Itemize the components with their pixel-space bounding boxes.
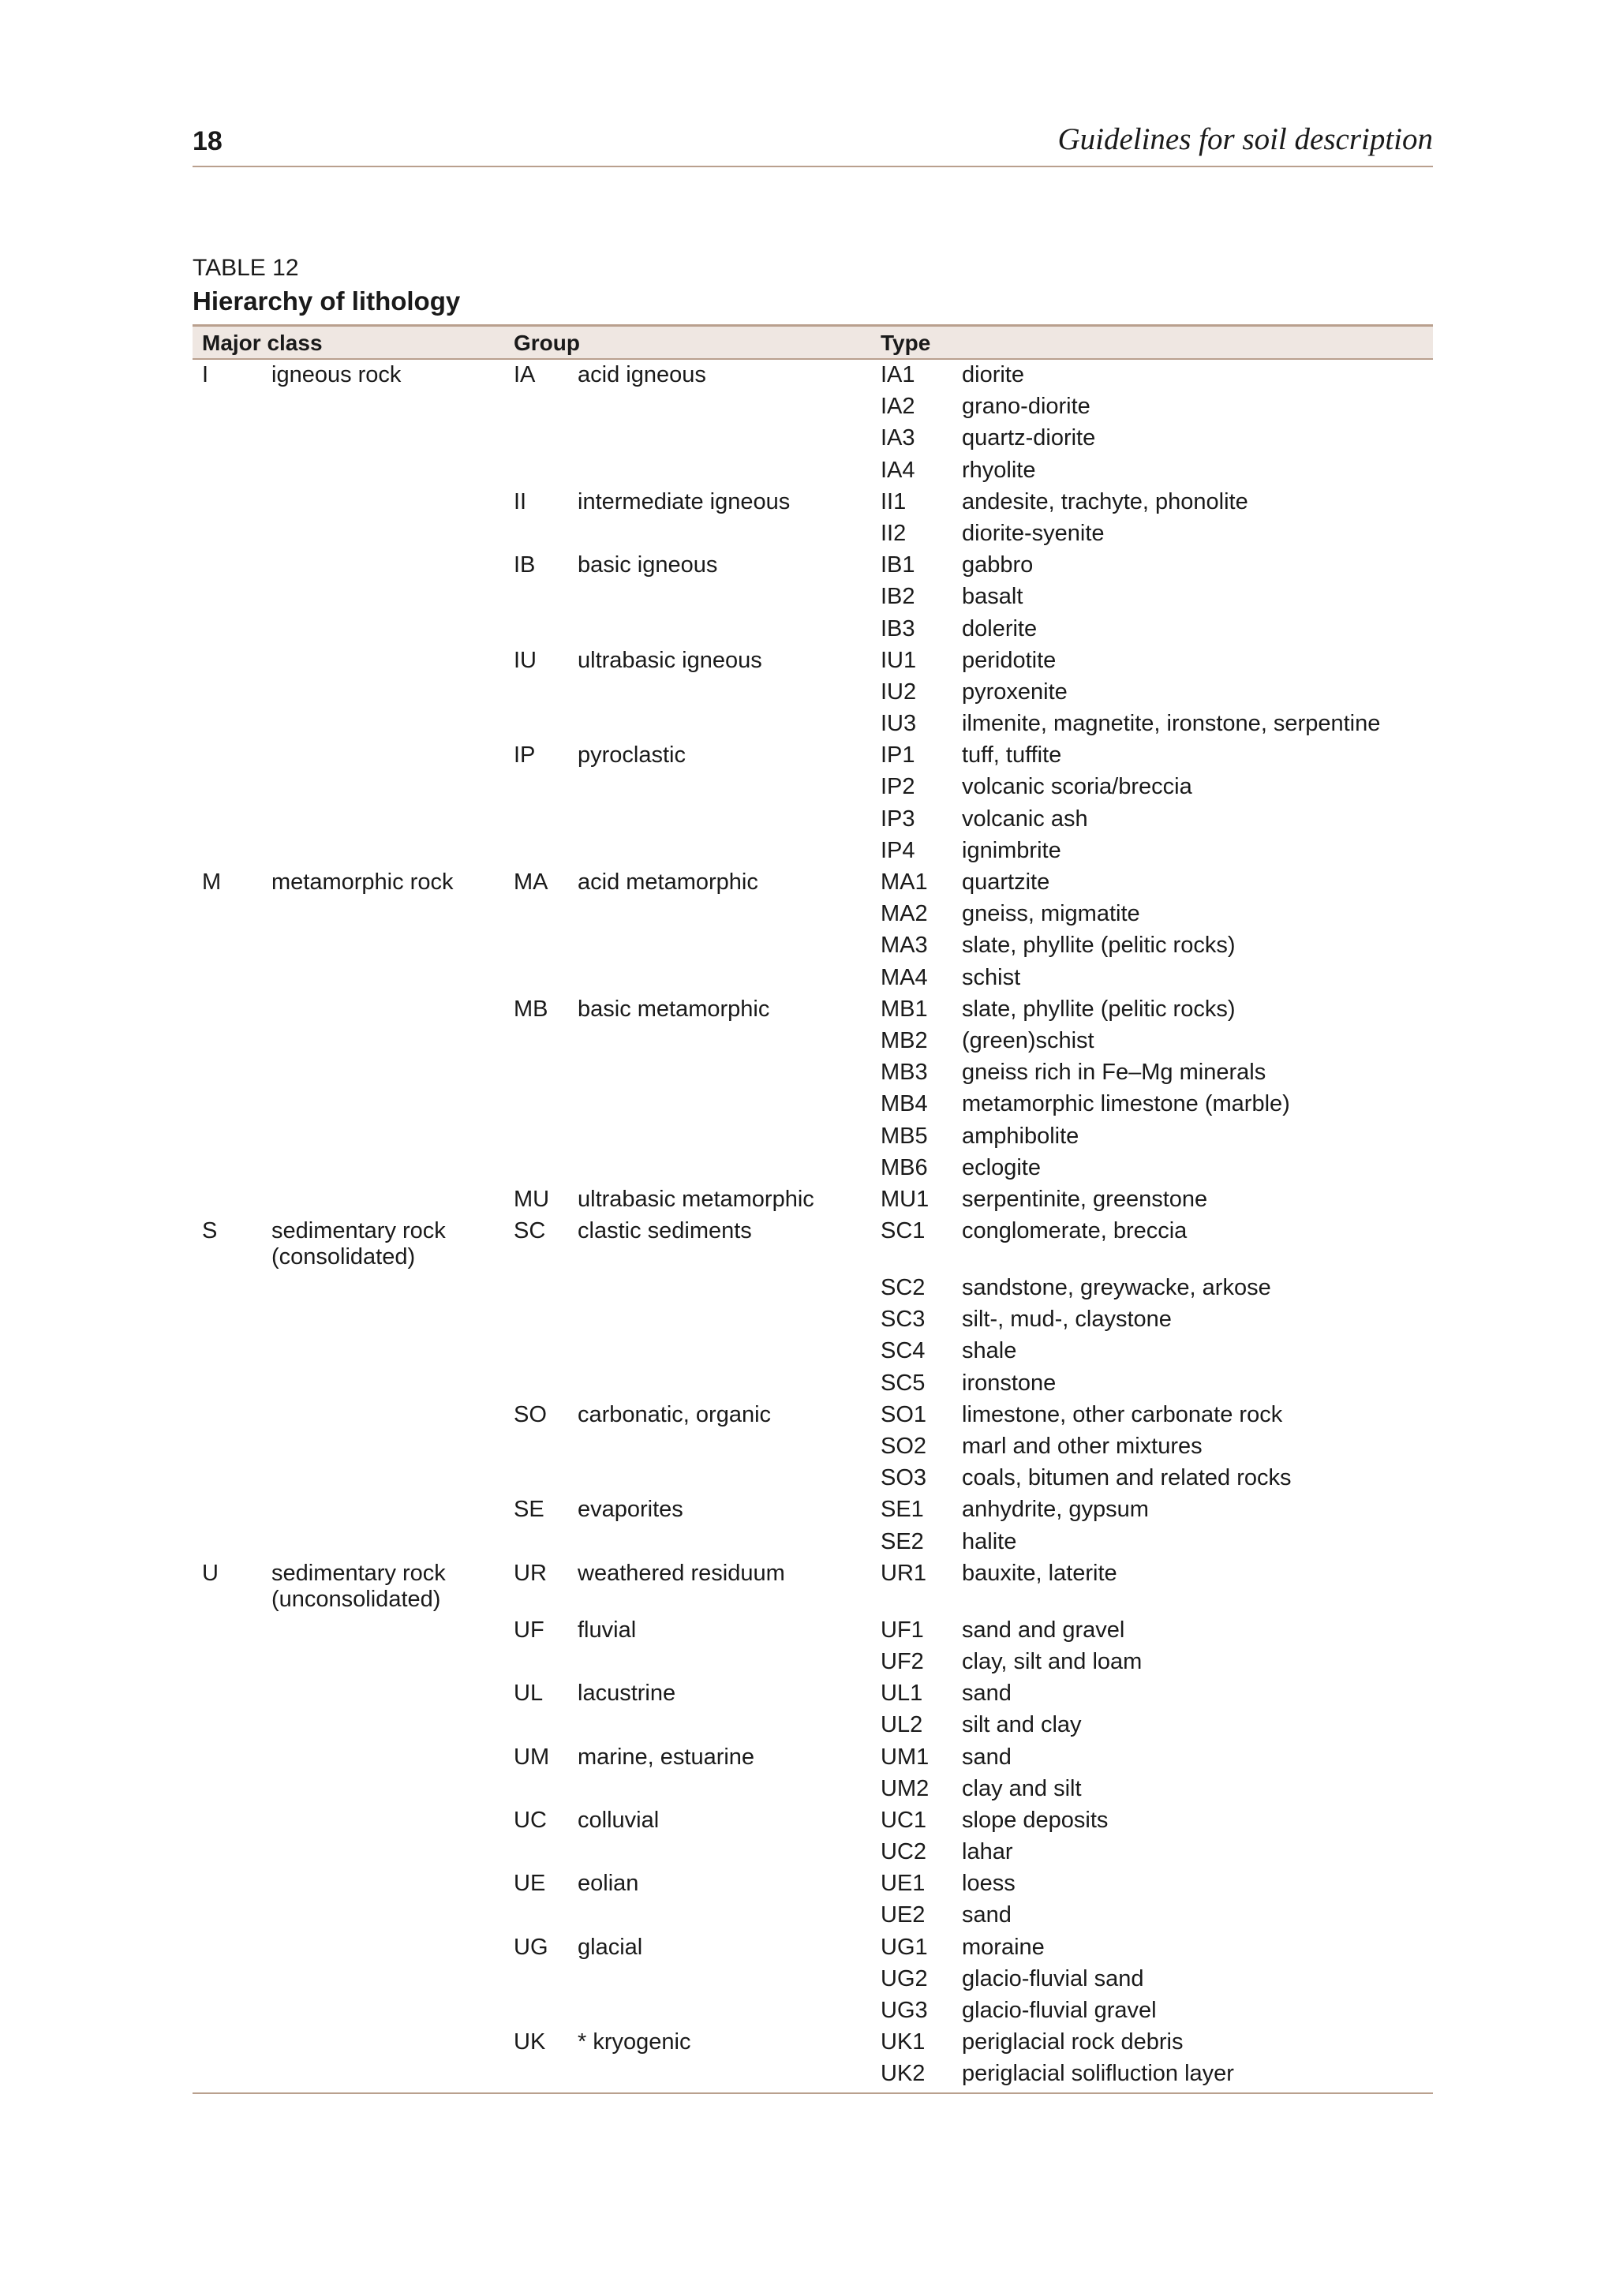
type-code: MB3 [881,1060,928,1086]
type-code: SC3 [881,1307,926,1333]
group-name: evaporites [578,1497,683,1523]
group-code: SC [514,1218,546,1244]
type-code: SE1 [881,1497,924,1523]
table-row [193,994,1433,1026]
type-name: diorite [962,362,1024,387]
type-code: MA4 [881,964,928,990]
type-code: UM2 [881,1775,930,1801]
type-name: clay, silt and loam [962,1648,1143,1674]
type-name: pyroxenite [962,679,1068,705]
type-code: MA2 [881,901,928,927]
type-code: IU2 [881,679,917,705]
type-name: slope deposits [962,1807,1109,1833]
group-name: * kryogenic [578,2029,691,2055]
type-name: periglacial rock debris [962,2029,1184,2055]
table-row [193,1184,1433,1216]
group-code: MU [514,1186,550,1212]
type-code: UG2 [881,1965,928,1991]
type-name: loess [962,1871,1016,1897]
type-code: IP1 [881,742,915,768]
group-code: IA [514,362,536,387]
group-code: UR [514,1560,547,1586]
major-class-code: M [202,869,222,895]
table-row [193,1026,1433,1057]
type-code: UE1 [881,1871,926,1897]
type-name: schist [962,964,1021,990]
table-row [193,1868,1433,1900]
table-label: TABLE 12 [193,255,299,281]
type-name: basalt [962,584,1023,610]
type-name: lahar [962,1839,1013,1865]
type-name: conglomerate, breccia [962,1218,1188,1244]
type-code: UG1 [881,1934,928,1960]
table-row [193,1900,1433,1931]
major-class-name [271,1218,446,1270]
type-name: sand [962,1902,1012,1928]
type-name: limestone, other carbonate rock [962,1401,1283,1427]
table-row [193,1710,1433,1741]
table-row [193,614,1433,645]
type-name: silt and clay [962,1712,1082,1738]
table-row [193,1089,1433,1120]
type-name: moraine [962,1934,1045,1960]
type-code: UF2 [881,1648,924,1674]
table-row [193,1400,1433,1431]
group-name: basic metamorphic [578,996,770,1022]
type-name: metamorphic limestone (marble) [962,1091,1290,1117]
group-code: IB [514,552,536,578]
type-name: volcanic scoria/breccia [962,774,1192,800]
group-name: basic igneous [578,552,718,578]
type-code: SC1 [881,1218,926,1244]
type-code: SC2 [881,1275,926,1301]
table-row [193,930,1433,962]
type-code: MB4 [881,1091,928,1117]
running-header [193,118,1433,167]
type-code: IB3 [881,615,915,641]
group-name: clastic sediments [578,1218,752,1244]
table-row [193,550,1433,581]
type-name: shale [962,1338,1017,1364]
type-name: clay and silt [962,1775,1082,1801]
page-number: 18 [193,126,223,156]
type-code: UL2 [881,1712,923,1738]
group-name: pyroclastic [578,742,686,768]
group-name: eolian [578,1871,639,1897]
type-code: II1 [881,488,907,514]
type-code: SO2 [881,1434,927,1459]
table-row [193,1742,1433,1774]
table-row [193,645,1433,677]
table-row [193,1837,1433,1868]
table-row [193,1805,1433,1837]
table-row [193,1368,1433,1400]
type-name: sand [962,1744,1012,1770]
group-name: glacial [578,1934,643,1960]
table-row [193,581,1433,613]
type-name: sand [962,1681,1012,1707]
type-name: eclogite [962,1154,1041,1180]
table-row [193,1057,1433,1089]
type-name: anhydrite, gypsum [962,1497,1149,1523]
table-row [193,867,1433,899]
type-code: IA3 [881,425,915,451]
type-code: IA4 [881,457,915,483]
column-header-type: Type [881,331,931,355]
type-code: II2 [881,520,907,546]
group-code: IP [514,742,536,768]
running-title: Guidelines for soil description [1057,122,1433,156]
major-class-code: U [202,1560,219,1586]
type-code: IP2 [881,774,915,800]
table-row [193,1678,1433,1710]
group-code: UM [514,1744,550,1770]
type-name: amphibolite [962,1123,1079,1149]
major-class-name-line: metamorphic rock [271,869,454,895]
group-name: fluvial [578,1617,637,1643]
table-row [193,1932,1433,1964]
type-code: UC2 [881,1839,927,1865]
major-class-name-line: (consolidated) [271,1244,416,1270]
group-code: MA [514,869,548,895]
table-body [193,360,1433,2094]
type-name: marl and other mixtures [962,1434,1203,1459]
group-name: lacustrine [578,1681,676,1707]
type-name: serpentinite, greenstone [962,1186,1208,1212]
group-code: IU [514,647,537,673]
type-name: rhyolite [962,457,1036,483]
group-name: weathered residuum [578,1560,785,1586]
table-row [193,1995,1433,2027]
type-code: MA3 [881,933,928,959]
type-name: tuff, tuffite [962,742,1062,768]
table-row [193,1153,1433,1184]
major-class-name-line: sedimentary rock [271,1560,446,1586]
type-code: MB5 [881,1123,928,1149]
group-code: SO [514,1401,547,1427]
type-name: ignimbrite [962,837,1061,863]
type-code: IU1 [881,647,917,673]
type-name: gabbro [962,552,1034,578]
table-row [193,1121,1433,1153]
type-code: SC4 [881,1338,926,1364]
table-row [193,1615,1433,1647]
table-row [193,1774,1433,1805]
table-row [193,836,1433,867]
type-code: UR1 [881,1560,927,1586]
table-row [193,2059,1433,2090]
group-name: acid metamorphic [578,869,758,895]
type-code: UM1 [881,1744,930,1770]
type-code: UF1 [881,1617,924,1643]
type-name: silt-, mud-, claystone [962,1307,1172,1333]
major-class-name-line: (unconsolidated) [271,1586,441,1612]
group-code: UG [514,1934,548,1960]
major-class-name-line: sedimentary rock [271,1218,446,1244]
lithology-table [193,324,1433,2094]
table-row [193,487,1433,518]
table-row [193,740,1433,772]
type-name: gneiss rich in Fe–Mg minerals [962,1060,1266,1086]
table-row [193,1647,1433,1678]
table-row [193,1304,1433,1336]
type-code: SE2 [881,1528,924,1554]
group-code: UK [514,2029,546,2055]
type-name: volcanic ash [962,806,1088,832]
type-name: ilmenite, magnetite, ironstone, serpentine [962,711,1381,737]
type-name: grano-diorite [962,394,1090,420]
table-row [193,772,1433,803]
group-code: MB [514,996,548,1022]
group-code: UE [514,1871,546,1897]
table-row [193,1463,1433,1494]
type-code: IB2 [881,584,915,610]
type-code: SO1 [881,1401,927,1427]
type-name: ironstone [962,1370,1057,1396]
group-code: II [514,488,527,514]
type-code: SO3 [881,1465,927,1491]
type-name: halite [962,1528,1017,1554]
group-name: ultrabasic metamorphic [578,1186,814,1212]
table-row [193,1527,1433,1558]
type-code: MB6 [881,1154,928,1180]
table-row [193,1494,1433,1526]
group-code: SE [514,1497,544,1523]
type-name: (green)schist [962,1027,1094,1053]
group-code: UL [514,1681,544,1707]
type-name: quartz-diorite [962,425,1096,451]
type-code: SC5 [881,1370,926,1396]
type-code: IP4 [881,837,915,863]
type-name: slate, phyllite (pelitic rocks) [962,996,1236,1022]
major-class-code: I [202,362,209,387]
table-row [193,423,1433,454]
group-name: ultrabasic igneous [578,647,762,673]
table-row [193,1964,1433,1995]
group-name: carbonatic, organic [578,1401,772,1427]
type-name: glacio-fluvial gravel [962,1998,1157,2023]
table-row [193,804,1433,836]
type-name: dolerite [962,615,1038,641]
major-class-name [271,1561,446,1613]
table-row [193,677,1433,709]
group-code: UF [514,1617,544,1643]
table-header-row [193,324,1433,360]
table-row [193,963,1433,994]
table-row [193,1273,1433,1304]
type-code: UL1 [881,1681,923,1707]
major-class-code: S [202,1218,218,1244]
type-name: bauxite, laterite [962,1560,1117,1586]
type-name: quartzite [962,869,1050,895]
type-code: IU3 [881,711,917,737]
group-name: intermediate igneous [578,488,791,514]
type-code: IA2 [881,394,915,420]
type-name: diorite-syenite [962,520,1105,546]
table-row [193,2027,1433,2059]
type-code: UG3 [881,1998,928,2023]
type-code: IP3 [881,806,915,832]
table-row [193,1431,1433,1463]
type-code: UK1 [881,2029,926,2055]
type-name: periglacial solifluction layer [962,2061,1234,2087]
table-row [193,709,1433,740]
table-row [193,518,1433,550]
group-code: UC [514,1807,547,1833]
group-name: colluvial [578,1807,660,1833]
type-code: UE2 [881,1902,926,1928]
table-row [193,1336,1433,1367]
type-name: gneiss, migmatite [962,901,1140,927]
type-code: UC1 [881,1807,927,1833]
type-code: MU1 [881,1186,930,1212]
group-name: acid igneous [578,362,706,387]
table-row [193,455,1433,487]
table-caption [193,252,1433,319]
column-header-major-class: Major class [202,331,323,355]
type-name: sand and gravel [962,1617,1125,1643]
table-title: Hierarchy of lithology [193,286,461,316]
table-row [193,899,1433,930]
major-class-name [271,362,401,388]
type-name: glacio-fluvial sand [962,1965,1144,1991]
type-name: slate, phyllite (pelitic rocks) [962,933,1236,959]
column-header-group: Group [514,331,580,355]
type-code: MB2 [881,1027,928,1053]
type-code: IA1 [881,362,915,387]
type-code: UK2 [881,2061,926,2087]
table-row [193,360,1433,391]
type-code: MB1 [881,996,928,1022]
type-name: coals, bitumen and related rocks [962,1465,1292,1491]
type-name: sandstone, greywacke, arkose [962,1275,1271,1301]
type-code: IB1 [881,552,915,578]
type-code: MA1 [881,869,928,895]
major-class-name [271,869,453,896]
type-name: andesite, trachyte, phonolite [962,488,1248,514]
table-row [193,1558,1433,1615]
group-name: marine, estuarine [578,1744,755,1770]
type-name: peridotite [962,647,1057,673]
table-row [193,1216,1433,1273]
table-row [193,391,1433,423]
major-class-name-line: igneous rock [271,362,402,387]
